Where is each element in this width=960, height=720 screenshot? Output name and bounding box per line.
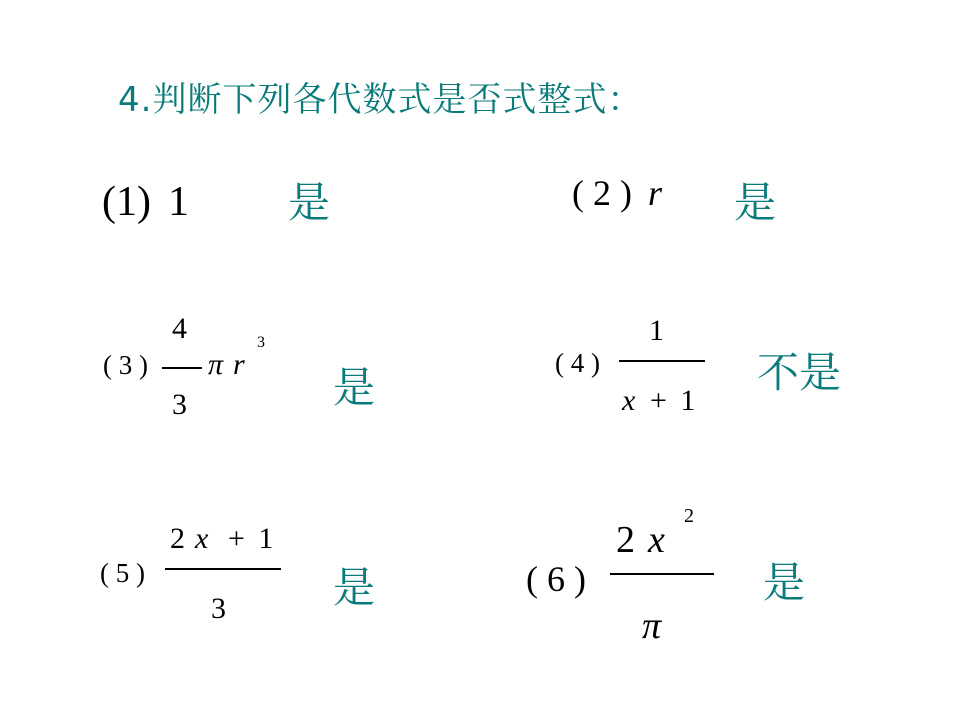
item-3-index: ( 3 ) (103, 350, 148, 380)
item-6-exponent: 2 (684, 505, 694, 527)
item-3-exponent: 3 (257, 334, 265, 351)
item-3-numerator: 4 (172, 312, 187, 345)
item-5-numerator-rest: + 1 (228, 522, 274, 555)
item-2-index: ( 2 ) (572, 173, 632, 213)
item-4-numerator: 1 (649, 314, 664, 347)
item-5-numerator-coefficient: 2 (170, 522, 185, 555)
item-4-index: ( 4 ) (555, 348, 600, 378)
item-2-answer: 是 (734, 178, 777, 227)
item-5-index: ( 5 ) (100, 558, 145, 588)
item-1-expression: 1 (168, 179, 189, 225)
item-5-denominator: 3 (211, 592, 226, 625)
item-5-answer: 是 (333, 563, 376, 612)
slide-title: 4.判断下列各代数式是否式整式： (118, 80, 643, 120)
item-6-numerator-variable: x (648, 519, 665, 561)
item-6-index: ( 6 ) (526, 559, 586, 599)
item-3-pi: π (208, 348, 224, 381)
item-1-index: (1) (102, 179, 151, 225)
item-3-answer: 是 (333, 363, 376, 412)
item-3-denominator: 3 (172, 388, 187, 421)
item-6-answer: 是 (763, 558, 806, 607)
item-2-variable: r (648, 173, 663, 213)
item-6-numerator-coefficient: 2 (616, 519, 635, 561)
item-3-variable: r (233, 348, 245, 381)
item-6-fraction-bar (610, 573, 714, 575)
item-5-numerator-variable: x (195, 522, 209, 555)
item-1-answer: 是 (288, 178, 331, 227)
item-4-denominator-variable: x (622, 384, 636, 417)
item-4-answer: 不是 (757, 348, 842, 397)
item-3-fraction-bar (162, 367, 202, 369)
item-6-denominator-pi: π (642, 605, 662, 647)
item-5-fraction-bar (165, 568, 281, 570)
item-4-denominator-rest: + 1 (650, 384, 696, 417)
item-4-fraction-bar (619, 360, 705, 362)
